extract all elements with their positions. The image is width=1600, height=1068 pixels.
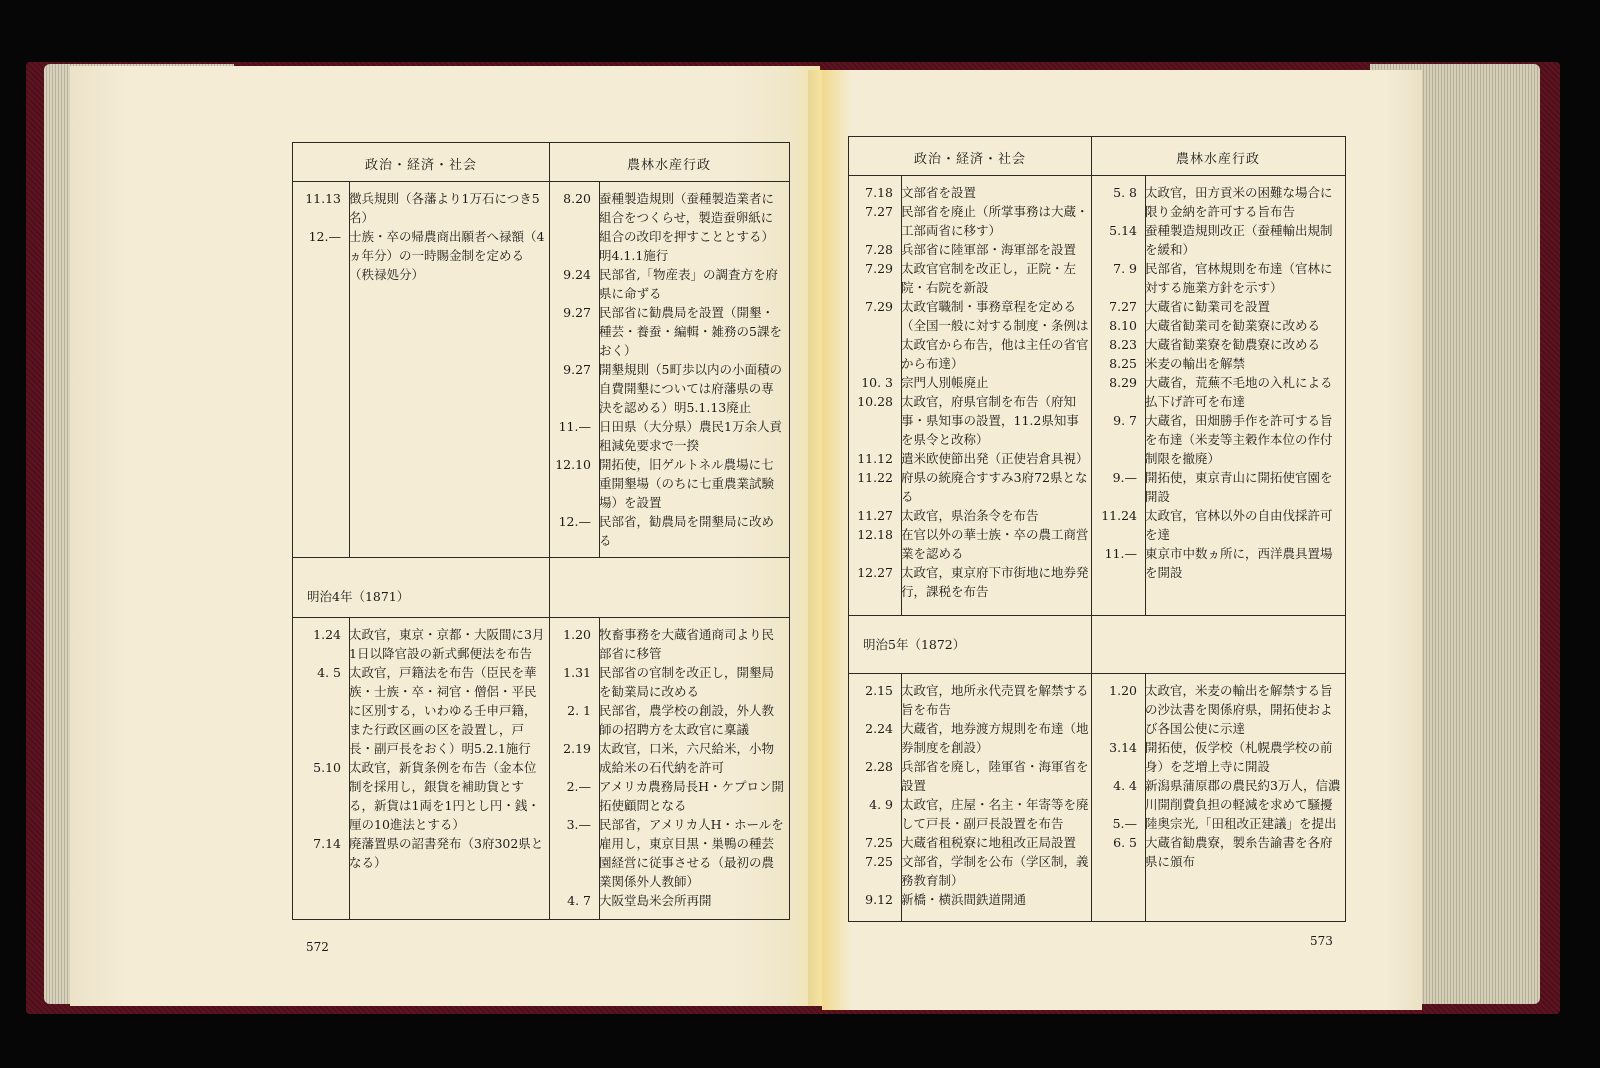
entry-date: 12.— <box>308 229 341 244</box>
entry-text: 民部省を廃止（所掌事務は大蔵・工部両省に移す） <box>901 204 1089 238</box>
entry-text: 徴兵規則（各藩より1万石につき5名） <box>349 191 540 225</box>
chronology-entry <box>851 297 1089 373</box>
chronology-entry <box>549 417 785 455</box>
entry-date: 1.20 <box>563 627 591 642</box>
chronology-entry <box>851 890 1089 909</box>
entry-text: 大蔵省勧農寮，製糸告諭書を各府県に頒布 <box>1145 835 1333 869</box>
entry-date: 1.24 <box>313 627 341 642</box>
entry-text: 開拓使，東京青山に開拓使官園を開設 <box>1145 470 1333 504</box>
entry-text: 太政官，東京府下市街地に地券発行，課税を布告 <box>901 565 1089 599</box>
upper-agriculture-cell <box>549 189 785 550</box>
entry-text: 陸奥宗光,「田租改正建議」を提出 <box>1145 816 1337 831</box>
entry-text: 宗門人別帳廃止 <box>901 375 989 390</box>
page-number-left: 572 <box>306 940 329 954</box>
entry-date: 9.— <box>1112 470 1137 485</box>
lower-agriculture-cell <box>549 625 785 910</box>
entry-date: 11.— <box>1104 546 1137 561</box>
entry-text: 新橋・横浜間鉄道開通 <box>901 892 1027 907</box>
chronology-entry <box>1095 316 1341 335</box>
chronology-entry <box>851 852 1089 890</box>
entry-date: 9.24 <box>563 267 591 282</box>
entry-text: 大蔵省租税寮に地租改正局設置 <box>901 835 1077 850</box>
chronology-entry <box>851 525 1089 563</box>
column-header-agriculture: 農林水産行政 <box>626 158 711 173</box>
chronology-entry <box>299 227 545 284</box>
entry-date: 11.13 <box>305 191 341 206</box>
chronology-entry <box>1095 411 1341 468</box>
entry-date: 9.27 <box>563 305 591 320</box>
entry-text: 民部省の官制を改正し，開墾局を勧業局に改める <box>599 665 775 699</box>
entry-date: 7.28 <box>865 242 893 257</box>
entry-date: 6. 5 <box>1113 835 1137 850</box>
entry-date: 2. 1 <box>567 703 591 718</box>
entry-date: 12.— <box>558 514 591 529</box>
entry-text: 太政官，官林以外の自由伐採許可を達 <box>1145 508 1333 542</box>
entry-date: 12.18 <box>857 527 893 542</box>
entry-date: 7.27 <box>1109 299 1137 314</box>
entry-text: 太政官，地所永代売買を解禁する旨を布告 <box>901 683 1089 717</box>
entry-text: 在官以外の華士族・卒の農工商営業を認める <box>901 527 1089 561</box>
entry-text: 開拓使，旧ゲルトネル農場に七重開墾場（のちに七重農業試験場）を設置 <box>599 457 775 510</box>
chronology-entry <box>549 739 785 777</box>
entry-date: 4. 4 <box>1113 778 1137 793</box>
chronology-entry <box>549 891 785 910</box>
entry-date: 8.25 <box>1109 356 1137 371</box>
lower-agriculture-cell <box>1095 681 1341 871</box>
entry-text: 蚕種製造規則（蚕種製造業者に組合をつくらせ，製造蚕卵紙に組合の改印を押すこととする）明4.1.1施行 <box>599 191 775 263</box>
chronology-entry <box>851 506 1089 525</box>
chronology-entry <box>549 512 785 550</box>
chronology-entry <box>549 663 785 701</box>
entry-date: 7.25 <box>865 854 893 869</box>
entry-text: 太政官，府県官制を布告（府知事・県知事の設置，11.2県知事を県令と改称） <box>901 394 1079 447</box>
entry-date: 8.29 <box>1109 375 1137 390</box>
year-label: 明治4年（1871） <box>307 589 410 604</box>
entry-text: 大蔵省勧業寮を勧農寮に改める <box>1145 337 1321 352</box>
lower-politics-cell <box>851 681 1089 909</box>
entry-date: 11.— <box>558 419 591 434</box>
chronology-entry <box>1095 183 1341 221</box>
entry-text: 文部省，学制を公布（学区制，義務教育制） <box>901 854 1089 888</box>
entry-date: 12.27 <box>857 565 893 580</box>
chronology-entry <box>851 373 1089 392</box>
entry-text: 新潟県蒲原郡の農民約3万人，信濃川開削費負担の軽減を求めて騒擾 <box>1145 778 1341 812</box>
chronology-entry <box>549 189 785 265</box>
entry-date: 12.10 <box>555 457 591 472</box>
entry-text: 文部省を設置 <box>901 185 977 200</box>
entry-date: 1.31 <box>563 665 591 680</box>
entry-text: 太政官，新貨条例を布告（金本位制を採用し，銀貨を補助貨とする，新貨は1両を1円とし円・銭・厘の10進法とする） <box>349 760 540 832</box>
entry-date: 5.10 <box>313 760 341 775</box>
entry-date: 10. 3 <box>861 375 893 390</box>
entry-text: 開拓使，仮学校（札幌農学校の前身）を芝増上寺に開設 <box>1145 740 1333 774</box>
column-header-politics: 政治・経済・社会 <box>913 152 1026 167</box>
lower-politics-cell <box>299 625 545 872</box>
entry-date: 4. 5 <box>317 665 341 680</box>
right-chronology-table <box>848 136 1346 922</box>
entry-text: 太政官職制・事務章程を定める（全国一般に対する制度・条例は太政官から布告，他は主任の省官から布達） <box>901 299 1089 371</box>
chronology-entry <box>851 202 1089 240</box>
entry-text: 大蔵省に勧業司を設置 <box>1145 299 1271 314</box>
entry-date: 7. 9 <box>1113 261 1137 276</box>
chronology-entry <box>1095 776 1341 814</box>
chronology-entry <box>1095 506 1341 544</box>
chronology-entry <box>1095 297 1341 316</box>
entry-text: 開墾規則（5町歩以内の小面積の自費開墾については府藩県の専決を認める）明5.1.13廃止 <box>599 362 782 415</box>
chronology-entry <box>299 834 545 872</box>
entry-text: 牧畜事務を大蔵省通商司より民部省に移管 <box>599 627 775 661</box>
chronology-entry <box>1095 259 1341 297</box>
entry-date: 7.14 <box>313 836 341 851</box>
entry-text: 民部省，農学校の創設，外人教師の招聘方を太政官に稟議 <box>599 703 775 737</box>
entry-text: 大蔵省，田畑勝手作を許可する旨を布達（米麦等主穀作本位の作付制限を撤廃） <box>1145 413 1333 466</box>
entry-text: 大阪堂島米会所再開 <box>599 893 712 908</box>
entry-date: 2.15 <box>865 683 893 698</box>
chronology-entry <box>549 815 785 891</box>
entry-text: 米麦の輸出を解禁 <box>1145 356 1246 371</box>
entry-text: 民部省，勧農局を開墾局に改める <box>599 514 775 548</box>
entry-text: 太政官，庄屋・名主・年寄等を廃して戸長・副戸長設置を布告 <box>901 797 1089 831</box>
entry-text: 府県の統廃合すすみ3府72県となる <box>901 470 1088 504</box>
entry-date: 9.27 <box>563 362 591 377</box>
entry-date: 3.— <box>566 817 591 832</box>
chronology-entry <box>299 625 545 663</box>
entry-date: 11.12 <box>857 451 893 466</box>
chronology-entry <box>549 625 785 663</box>
entry-text: 太政官，県治条令を布告 <box>901 508 1039 523</box>
chronology-entry <box>1095 373 1341 411</box>
entry-text: 東京市中数ヵ所に，西洋農具置場を開設 <box>1145 546 1333 580</box>
entry-date: 8.20 <box>563 191 591 206</box>
entry-text: 蚕種製造規則改正（蚕種輸出規制を緩和） <box>1145 223 1333 257</box>
entry-date: 8.23 <box>1109 337 1137 352</box>
chronology-entry <box>1095 335 1341 354</box>
entry-date: 7.29 <box>865 261 893 276</box>
chronology-entry <box>1095 814 1341 833</box>
entry-date: 5.— <box>1112 816 1137 831</box>
chronology-entry <box>851 392 1089 449</box>
entry-text: 士族・卒の帰農商出願者へ禄額（4ヵ年分）の一時賜金制を定める（秩禄処分） <box>349 229 545 282</box>
chronology-entry <box>851 833 1089 852</box>
entry-date: 2.28 <box>865 759 893 774</box>
entry-date: 2.19 <box>563 741 591 756</box>
chronology-entry <box>549 701 785 739</box>
entry-text: アメリカ農務局長H・ケプロン開拓使顧問となる <box>599 779 785 813</box>
entry-text: 民部省,「物産表」の調査方を府県に命ずる <box>599 267 778 301</box>
entry-text: 兵部省を廃し，陸軍省・海軍省を設置 <box>901 759 1089 793</box>
entry-date: 4. 9 <box>869 797 893 812</box>
entry-date: 2.24 <box>865 721 893 736</box>
chronology-entry <box>851 757 1089 795</box>
entry-text: 太政官官制を改正し，正院・左院・右院を新設 <box>901 261 1077 295</box>
chronology-entry <box>851 259 1089 297</box>
chronology-entry <box>549 265 785 303</box>
page-number-right: 573 <box>1310 934 1333 948</box>
entry-text: 太政官，戸籍法を布告（臣民を華族・士族・卒・祠官・僧侶・平民に区別する，いわゆる壬申戸籍，また行政区画の区を設置し，戸長・副戸長をおく）明5.2.1施行 <box>349 665 537 756</box>
entry-text: 日田県（大分県）農民1万余人貢租減免要求で一揆 <box>599 419 782 453</box>
entry-date: 8.10 <box>1109 318 1137 333</box>
upper-politics-cell <box>299 189 545 284</box>
entry-date: 10.28 <box>857 394 893 409</box>
chronology-entry <box>851 183 1089 202</box>
chronology-entry <box>851 681 1089 719</box>
chronology-entry <box>549 455 785 512</box>
entry-date: 7.25 <box>865 835 893 850</box>
entry-date: 2.— <box>566 779 591 794</box>
column-header-agriculture: 農林水産行政 <box>1175 152 1260 167</box>
entry-text: 大蔵省，地券渡方規則を布達（地券制度を創設） <box>901 721 1089 755</box>
entry-date: 11.24 <box>1101 508 1137 523</box>
entry-date: 9. 7 <box>1113 413 1137 428</box>
entry-text: 太政官，口米，六尺給米，小物成給米の石代納を許可 <box>599 741 775 775</box>
upper-agriculture-cell <box>1095 183 1341 582</box>
chronology-entry <box>851 240 1089 259</box>
chronology-entry <box>549 303 785 360</box>
entry-text: 兵部省に陸軍部・海軍部を設置 <box>901 242 1077 257</box>
chronology-entry <box>299 663 545 758</box>
chronology-entry <box>1095 468 1341 506</box>
upper-politics-cell <box>851 183 1089 601</box>
entry-text: 太政官，田方貢米の困難な場合に限り金納を許可する旨布告 <box>1145 185 1333 219</box>
chronology-entry <box>1095 544 1341 582</box>
entry-text: 民部省，アメリカ人H・ホールを雇用し，東京目黒・巣鴨の種芸園経営に従事させる（最初の農業関係外人教師） <box>599 817 784 889</box>
entry-text: 大蔵省，荒蕪不毛地の入札による払下げ許可を布達 <box>1145 375 1333 409</box>
entry-text: 民部省，官林規則を布達（官林に対する施業方針を示す） <box>1145 261 1333 295</box>
entry-text: 廃藩置県の詔書発布（3府302県となる） <box>349 836 544 870</box>
entry-date: 4. 7 <box>567 893 591 908</box>
chronology-entry <box>1095 221 1341 259</box>
entry-text: 太政官，東京・京都・大阪間に3月1日以降官設の新式郵便法を布告 <box>349 627 545 661</box>
entry-date: 7.18 <box>865 185 893 200</box>
entry-text: 太政官，米麦の輸出を解禁する旨の沙汰書を関係府県，開拓使および各国公使に示達 <box>1145 683 1333 736</box>
entry-date: 5. 8 <box>1113 185 1137 200</box>
chronology-entry <box>1095 681 1341 738</box>
entry-text: 遣米欧使節出発（正使岩倉具視） <box>901 451 1089 466</box>
entry-date: 7.29 <box>865 299 893 314</box>
chronology-entry <box>851 468 1089 506</box>
entry-date: 5.14 <box>1109 223 1137 238</box>
entry-date: 7.27 <box>865 204 893 219</box>
chronology-entry <box>851 719 1089 757</box>
chronology-entry <box>299 189 545 227</box>
chronology-entry <box>549 777 785 815</box>
column-header-politics: 政治・経済・社会 <box>364 158 477 173</box>
entry-text: 民部省に勧農局を設置（開墾・種芸・養蚕・編輯・雑務の5課をおく） <box>599 305 782 358</box>
entry-date: 1.20 <box>1109 683 1137 698</box>
chronology-entry <box>1095 354 1341 373</box>
year-label: 明治5年（1872） <box>863 637 966 652</box>
entry-date: 11.22 <box>857 470 893 485</box>
chronology-entry <box>549 360 785 417</box>
chronology-entry <box>1095 833 1341 871</box>
left-chronology-table <box>292 142 790 920</box>
entry-date: 3.14 <box>1109 740 1137 755</box>
entry-date: 9.12 <box>865 892 893 907</box>
chronology-entry <box>851 449 1089 468</box>
entry-date: 11.27 <box>857 508 893 523</box>
chronology-entry <box>851 563 1089 601</box>
chronology-entry <box>299 758 545 834</box>
chronology-entry <box>1095 738 1341 776</box>
entry-text: 大蔵省勧業司を勧業寮に改める <box>1145 318 1321 333</box>
chronology-entry <box>851 795 1089 833</box>
